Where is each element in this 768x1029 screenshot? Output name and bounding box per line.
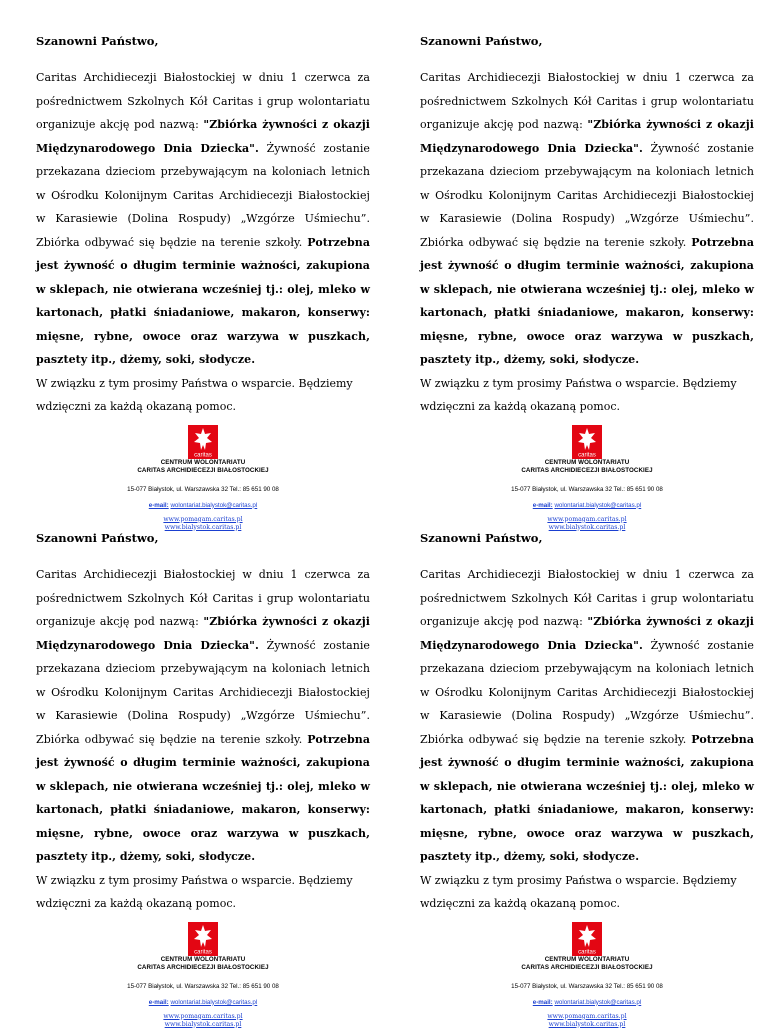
flyer-card-top-right bbox=[420, 31, 754, 532]
letter-body bbox=[420, 563, 754, 869]
caritas-logo bbox=[572, 922, 602, 956]
letter-body bbox=[420, 66, 754, 372]
flyer-card-top-left bbox=[36, 31, 370, 532]
org-line-2: CARITAS ARCHIDIECEZJI BIAŁOSTOCKIEJ bbox=[137, 964, 269, 971]
letter-body bbox=[36, 563, 370, 869]
body-intro: Caritas Archidiecezji Białostockiej w dniu 1 czerwca za pośrednictwem Szkolnych Kół Caritas i grup wolontariatu organizuje akcję pod nazwą: bbox=[420, 71, 754, 131]
caritas-logo bbox=[572, 425, 602, 459]
org-line-2: CARITAS ARCHIDIECEZJI BIAŁOSTOCKIEJ bbox=[137, 467, 269, 474]
svg-text:caritas: caritas bbox=[194, 452, 212, 458]
email-line bbox=[36, 998, 370, 1007]
contact-footer bbox=[420, 922, 754, 1029]
body-intro: Caritas Archidiecezji Białostockiej w dniu 1 czerwca za pośrednictwem Szkolnych Kół Caritas i grup wolontariatu organizuje akcję pod nazwą: bbox=[36, 71, 370, 131]
org-line-2: CARITAS ARCHIDIECEZJI BIAŁOSTOCKIEJ bbox=[521, 964, 653, 971]
needed-items: Potrzebna jest żywność o długim terminie ważności, zakupiona w sklepach, nie otwierana wcześniej tj.: olej, mleko w kartonach, płatki śniadaniowe, makaron, konserwy: mięsne, rybne, owoce oraz warzywa w puszkach, pasztety itp., dżemy, soki, słodycze. bbox=[36, 732, 370, 863]
needed-items: Potrzebna jest żywność o długim terminie ważności, zakupiona w sklepach, nie otwierana wcześniej tj.: olej, mleko w kartonach, płatki śniadaniowe, makaron, konserwy: mięsne, rybne, owoce oraz warzywa w puszkach, pasztety itp., dżemy, soki, słodycze. bbox=[36, 235, 370, 366]
website-link-2[interactable]: www.bialystok.caritas.pl bbox=[164, 523, 242, 531]
email-line bbox=[36, 501, 370, 510]
body-details: Żywność zostanie przekazana dzieciom przebywającym na koloniach letnich w Ośrodku Kolonijnym Caritas Archidiecezji Białostockiej w Karasiewie (Dolina Rospudy) „Wzgórze Uśmiechu”. Zbiórka odbywać się będzie na terenie szkoły. bbox=[36, 141, 370, 249]
needed-items: Potrzebna jest żywność o długim terminie ważności, zakupiona w sklepach, nie otwierana wcześniej tj.: olej, mleko w kartonach, płatki śniadaniowe, makaron, konserwy: mięsne, rybne, owoce oraz warzywa w puszkach, pasztety itp., dżemy, soki, słodycze. bbox=[420, 732, 754, 863]
address: 15-077 Białystok, ul. Warszawska 32 Tel.: 85 651 90 08 bbox=[511, 982, 663, 990]
email-line bbox=[420, 998, 754, 1007]
contact-footer bbox=[36, 922, 370, 1029]
campaign-name: "Zbiórka żywności z okazji Międzynarodowego Dnia Dziecka". bbox=[36, 615, 370, 652]
caritas-logo bbox=[188, 425, 218, 459]
email-line bbox=[420, 501, 754, 510]
website-link-1[interactable]: www.pomagam.caritas.pl bbox=[163, 515, 243, 523]
svg-text:caritas: caritas bbox=[578, 949, 596, 955]
closing-text: W związku z tym prosimy Państwa o wsparcie. Będziemy wdzięczni za każdą okazaną pomoc. bbox=[420, 873, 737, 910]
caritas-logo bbox=[188, 922, 218, 956]
greeting: Szanowni Państwo, bbox=[420, 34, 543, 48]
website-link-1[interactable]: www.pomagam.caritas.pl bbox=[547, 515, 627, 523]
email-label: e-mail: bbox=[532, 998, 553, 1006]
body-details: Żywność zostanie przekazana dzieciom przebywającym na koloniach letnich w Ośrodku Kolonijnym Caritas Archidiecezji Białostockiej w Karasiewie (Dolina Rospudy) „Wzgórze Uśmiechu”. Zbiórka odbywać się będzie na terenie szkoły. bbox=[420, 141, 754, 249]
email-label: e-mail: bbox=[532, 501, 553, 509]
org-line-2: CARITAS ARCHIDIECEZJI BIAŁOSTOCKIEJ bbox=[521, 467, 653, 474]
body-intro: Caritas Archidiecezji Białostockiej w dniu 1 czerwca za pośrednictwem Szkolnych Kół Caritas i grup wolontariatu organizuje akcję pod nazwą: bbox=[420, 568, 754, 628]
websites bbox=[420, 1013, 754, 1029]
address: 15-077 Białystok, ul. Warszawska 32 Tel.: 85 651 90 08 bbox=[127, 982, 279, 990]
website-link-2[interactable]: www.bialystok.caritas.pl bbox=[548, 1020, 626, 1028]
svg-text:caritas: caritas bbox=[578, 452, 596, 458]
needed-items: Potrzebna jest żywność o długim terminie ważności, zakupiona w sklepach, nie otwierana wcześniej tj.: olej, mleko w kartonach, płatki śniadaniowe, makaron, konserwy: mięsne, rybne, owoce oraz warzywa w puszkach, pasztety itp., dżemy, soki, słodycze. bbox=[420, 235, 754, 366]
letter-body bbox=[36, 66, 370, 372]
website-link-2[interactable]: www.bialystok.caritas.pl bbox=[164, 1020, 242, 1028]
email-label: e-mail: bbox=[148, 998, 169, 1006]
body-details: Żywność zostanie przekazana dzieciom przebywającym na koloniach letnich w Ośrodku Kolonijnym Caritas Archidiecezji Białostockiej w Karasiewie (Dolina Rospudy) „Wzgórze Uśmiechu”. Zbiórka odbywać się będzie na terenie szkoły. bbox=[36, 638, 370, 746]
org-line-1: CENTRUM WOLONTARIATU bbox=[160, 458, 246, 466]
closing-text: W związku z tym prosimy Państwa o wsparcie. Będziemy wdzięczni za każdą okazaną pomoc. bbox=[36, 376, 353, 413]
greeting: Szanowni Państwo, bbox=[420, 531, 543, 545]
contact-footer bbox=[420, 425, 754, 532]
website-link-1[interactable]: www.pomagam.caritas.pl bbox=[547, 1012, 627, 1020]
email-link[interactable]: wolontariat.bialystok@caritas.pl bbox=[170, 998, 258, 1006]
greeting: Szanowni Państwo, bbox=[36, 34, 159, 48]
flyer-card-bottom-right bbox=[420, 528, 754, 1029]
campaign-name: "Zbiórka żywności z okazji Międzynarodowego Dnia Dziecka". bbox=[420, 615, 754, 652]
org-line-1: CENTRUM WOLONTARIATU bbox=[544, 955, 630, 963]
org-line-1: CENTRUM WOLONTARIATU bbox=[544, 458, 630, 466]
email-link[interactable]: wolontariat.bialystok@caritas.pl bbox=[170, 501, 258, 509]
closing-text: W związku z tym prosimy Państwa o wsparcie. Będziemy wdzięczni za każdą okazaną pomoc. bbox=[36, 873, 353, 910]
email-link[interactable]: wolontariat.bialystok@caritas.pl bbox=[554, 998, 642, 1006]
website-link-1[interactable]: www.pomagam.caritas.pl bbox=[163, 1012, 243, 1020]
websites bbox=[36, 1013, 370, 1029]
flyer-card-bottom-left bbox=[36, 528, 370, 1029]
email-link[interactable]: wolontariat.bialystok@caritas.pl bbox=[554, 501, 642, 509]
body-intro: Caritas Archidiecezji Białostockiej w dniu 1 czerwca za pośrednictwem Szkolnych Kół Caritas i grup wolontariatu organizuje akcję pod nazwą: bbox=[36, 568, 370, 628]
greeting: Szanowni Państwo, bbox=[36, 531, 159, 545]
body-details: Żywność zostanie przekazana dzieciom przebywającym na koloniach letnich w Ośrodku Kolonijnym Caritas Archidiecezji Białostockiej w Karasiewie (Dolina Rospudy) „Wzgórze Uśmiechu”. Zbiórka odbywać się będzie na terenie szkoły. bbox=[420, 638, 754, 746]
closing-text: W związku z tym prosimy Państwa o wsparcie. Będziemy wdzięczni za każdą okazaną pomoc. bbox=[420, 376, 737, 413]
contact-footer bbox=[36, 425, 370, 532]
website-link-2[interactable]: www.bialystok.caritas.pl bbox=[548, 523, 626, 531]
campaign-name: "Zbiórka żywności z okazji Międzynarodowego Dnia Dziecka". bbox=[36, 118, 370, 155]
svg-text:caritas: caritas bbox=[194, 949, 212, 955]
address: 15-077 Białystok, ul. Warszawska 32 Tel.: 85 651 90 08 bbox=[127, 485, 279, 493]
org-line-1: CENTRUM WOLONTARIATU bbox=[160, 955, 246, 963]
email-label: e-mail: bbox=[148, 501, 169, 509]
address: 15-077 Białystok, ul. Warszawska 32 Tel.: 85 651 90 08 bbox=[511, 485, 663, 493]
campaign-name: "Zbiórka żywności z okazji Międzynarodowego Dnia Dziecka". bbox=[420, 118, 754, 155]
